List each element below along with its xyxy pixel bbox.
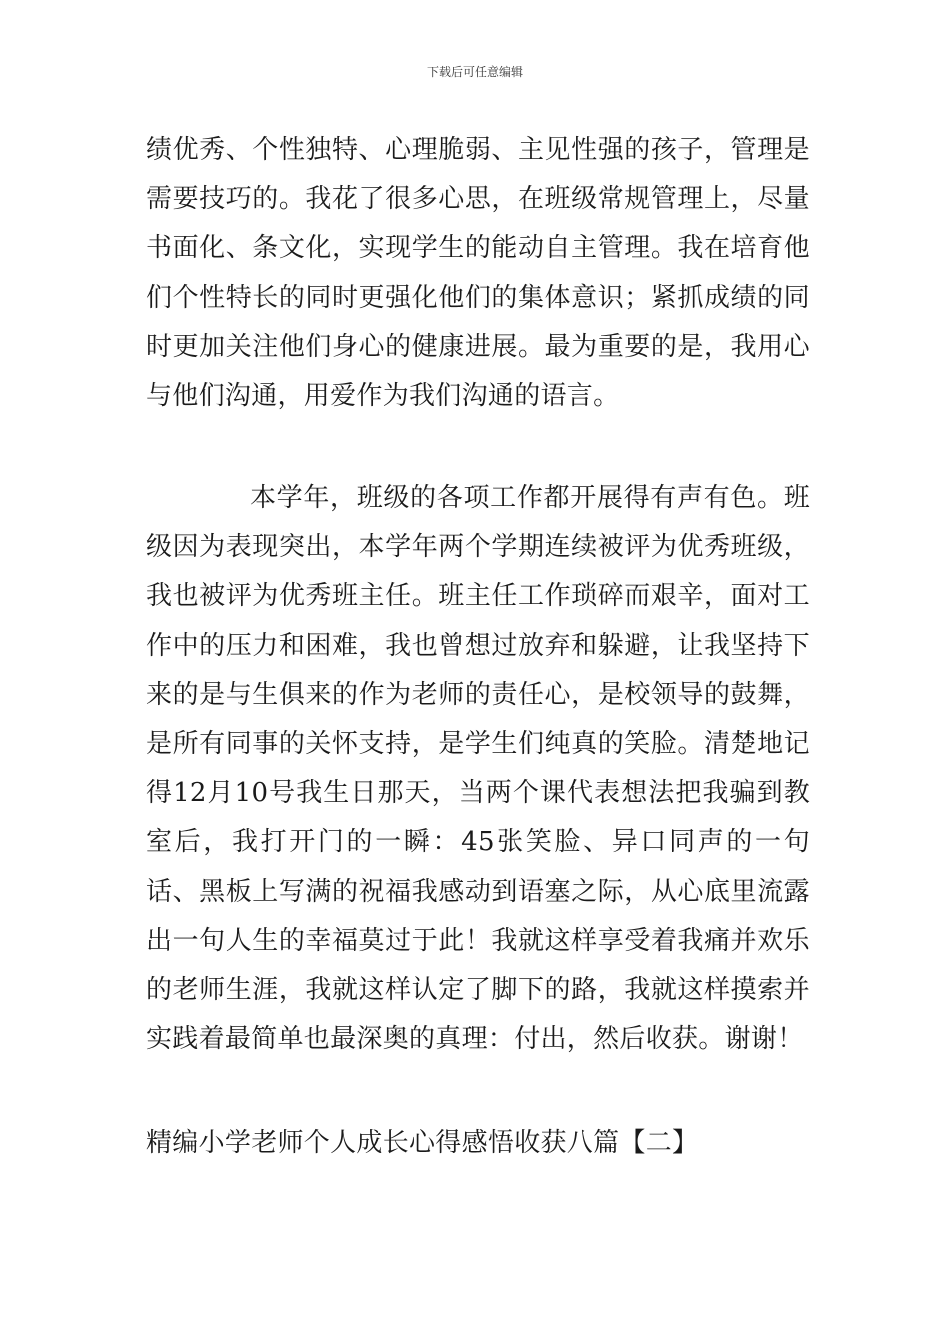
page-header-note: 下载后可任意编辑 [426, 65, 523, 79]
body-paragraph-1: 绩优秀、个性独特、心理脆弱、主见性强的孩子，管理是需要技巧的。我花了很多心思，在班级常规管理上，尽量书面化、条文化，实现学生的能动自主管理。我在培育他们个性特长的同时更强化他们的集体意识；紧抓成绩的同时更加关注他们身心的健康进展。最为重要的是，我用心与他们沟通，用爱作为我们沟通的语言。 [146, 135, 810, 412]
section-heading: 精编小学老师个人成长心得感悟收获八篇【二】 [146, 1128, 699, 1158]
body-paragraph-2: 本学年，班级的各项工作都开展得有声有色。班级因为表现突出，本学年两个学期连续被评为优秀班级，我也被评为优秀班主任。班主任工作琐碎而艰辛，面对工作中的压力和困难，我也曾想过放弃和躲避，让我坚持下来的是与生俱来的作为老师的责任心，是校领导的鼓舞，是所有同事的关怀支持，是学生们纯真的笑脸。清楚地记得12月10号我生日那天，当两个课代表想法把我骗到教室后，我打开门的一瞬：45张笑脸、异口同声的一句话、黑板上写满的祝福我感动到语塞之际，从心底里流露出一句人生的幸福莫过于此！我就这样享受着我痛并欢乐的老师生涯，我就这样认定了脚下的路，我就这样摸索并实践着最简单也最深奥的真理：付出，然后收获。谢谢！ [146, 483, 810, 1055]
